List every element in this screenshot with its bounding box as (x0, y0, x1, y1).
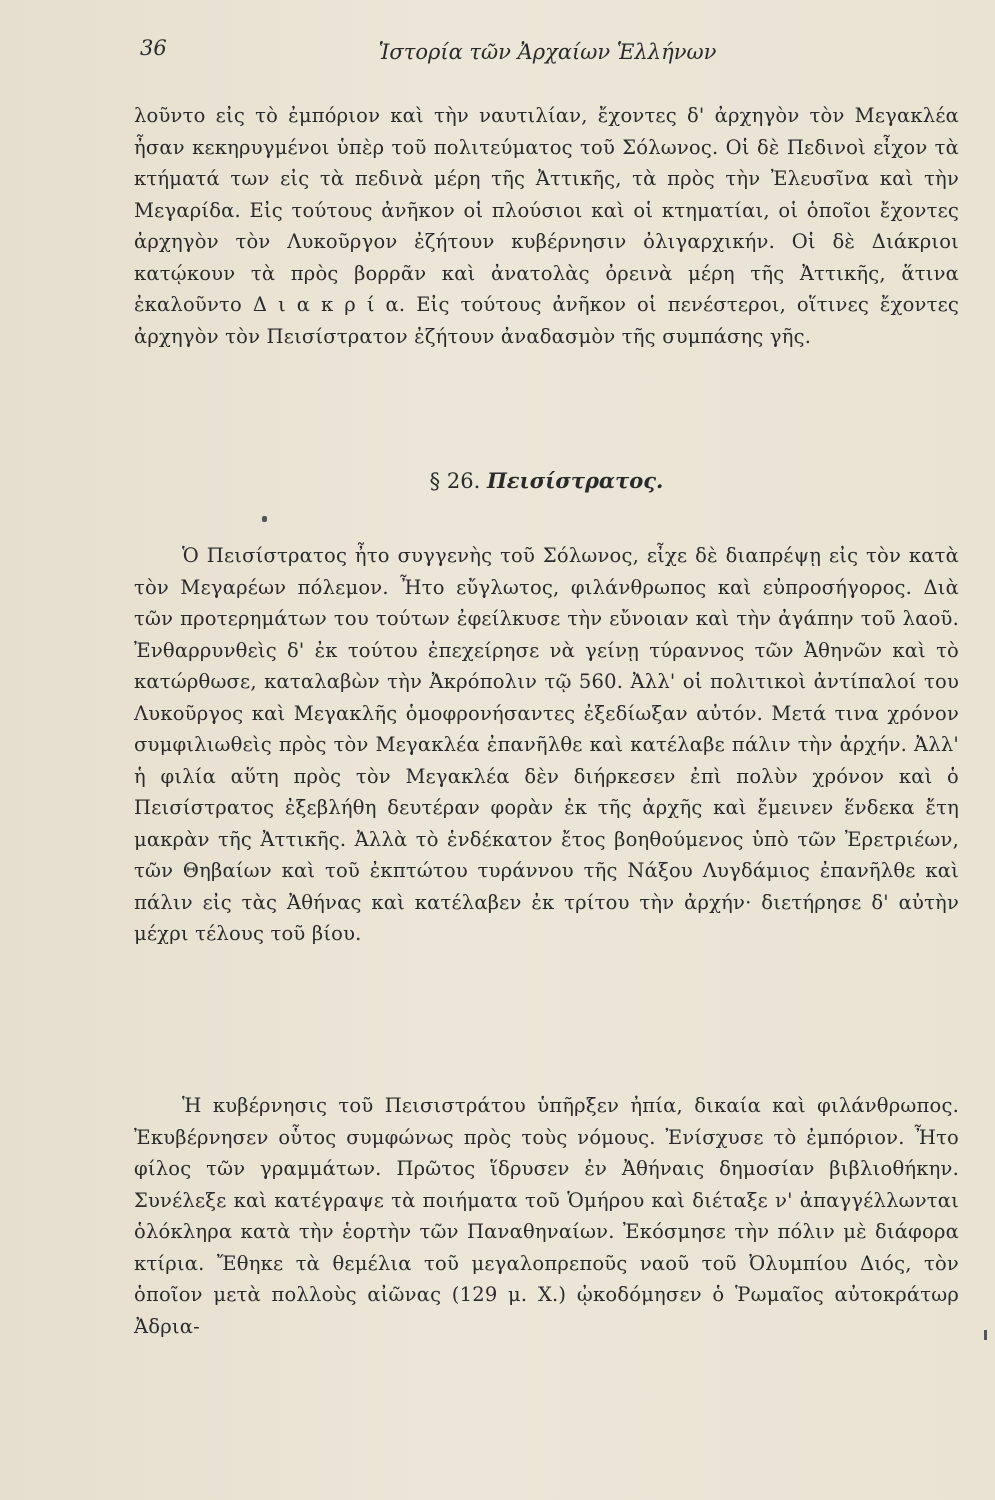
page-header (140, 36, 955, 76)
margin-mark (984, 1330, 987, 1340)
section-number: § 26. (429, 469, 481, 493)
page-number: 36 (140, 36, 167, 60)
paragraph-1: λοῦντο εἰς τὸ ἐμπόριον καὶ τὴν ναυτιλίαν, ἔχοντες δ' ἀρχηγὸν τὸν Μεγακλέα ἦσαν κεκηρυγμένοι ὑπὲρ τοῦ πολιτεύματος τοῦ Σόλωνος. Οἱ δὲ Πεδινοὶ εἶχον τὰ κτήματά των εἰς τὰ πεδινὰ μέρη τῆς Ἀττικῆς, τὰ πρὸς τὴν Ἐλευσῖνα καὶ τὴν Μεγαρίδα. Εἰς τούτους ἀνῆκον οἱ πλούσιοι καὶ οἱ κτηματίαι, οἱ ὁποῖοι ἔχοντες ἀρχηγὸν τὸν Λυκοῦργον ἐζήτουν κυβέρνησιν ὀλιγαρχικήν. Οἱ δὲ Διάκριοι κατῴκουν τὰ πρὸς βορρᾶν καὶ ἀνατολὰς ὀρεινὰ μέρη τῆς Ἀττικῆς, ἅτινα ἐκαλοῦντο Δ ι α κ ρ ί α. Εἰς τούτους ἀνῆκον οἱ πενέστεροι, οἵτινες ἔχοντες ἀρχηγὸν τὸν Πεισίστρατον ἐζήτουν ἀναδασμὸν τῆς συμπάσης γῆς. (134, 104, 959, 348)
paragraph-3: Ἡ κυβέρνησις τοῦ Πεισιστράτου ὑπῆρξεν ἠπία, δικαία καὶ φιλάνθρωπος. Ἐκυβέρνησεν οὗτος συμφώνως πρὸς τοὺς νόμους. Ἐνίσχυσε τὸ ἐμπόριον. Ἦτο φίλος τῶν γραμμάτων. Πρῶτος ἵδρυσεν ἐν Ἀθήναις δημοσίαν βιβλιοθήκην. Συνέλεξε καὶ κατέγραψε τὰ ποιήματα τοῦ Ὁμήρου καὶ διέταξε ν' ἀπαγγέλλωνται ὁλόκληρα κατὰ τὴν ἑορτὴν τῶν Παναθηναίων. Ἐκόσμησε τὴν πόλιν μὲ διάφορα κτίρια. Ἔθηκε τὰ θεμέλια τοῦ μεγαλοπρεποῦς ναοῦ τοῦ Ὀλυμπίου Διός, τὸν ὁποῖον μετὰ πολλοὺς αἰῶνας (129 μ. Χ.) ᾠκοδόμησεν ὁ Ῥωμαῖος αὐτοκράτωρ Ἀδρια- (134, 1094, 959, 1338)
running-title: Ἱστορία τῶν Ἀρχαίων Ἑλλήνων (378, 40, 717, 64)
print-speck (262, 516, 267, 522)
paragraph-2: Ὁ Πεισίστρατος ἦτο συγγενὴς τοῦ Σόλωνος, εἶχε δὲ διαπρέψῃ εἰς τὸν κατὰ τὸν Μεγαρέων πόλεμον. Ἦτο εὔγλωτος, φιλάνθρωπος καὶ εὐπροσήγορος. Διὰ τῶν προτερημάτων του τούτων ἐφείλκυσε τὴν εὔνοιαν καὶ τὴν ἀγάπην τοῦ λαοῦ. Ἐνθαρρυνθεὶς δ' ἐκ τούτου ἐπεχείρησε νὰ γείνῃ τύραννος τῶν Ἀθηνῶν καὶ τὸ κατώρθωσε, καταλαβὼν τὴν Ἀκρόπολιν τῷ 560. Ἀλλ' οἱ πολιτικοὶ ἀντίπαλοί του Λυκοῦργος καὶ Μεγακλῆς ὁμοφρονήσαντες ἐξεδίωξαν αὐτόν. Μετά τινα χρόνον συμφιλιωθεὶς πρὸς τὸν Μεγακλέα ἐπανῆλθε καὶ κατέλαβε πάλιν τὴν ἀρχήν. Ἀλλ' ἡ φιλία αὕτη πρὸς τὸν Μεγακλέα δὲν διήρκεσεν ἐπὶ πολὺν χρόνον καὶ ὁ Πεισίστρατος ἐξεβλήθη δευτέραν φορὰν ἐκ τῆς ἀρχῆς καὶ ἔμεινεν ἕνδεκα ἔτη μακρὰν τῆς Ἀττικῆς. Ἀλλὰ τὸ ἑνδέκατον ἔτος βοηθούμενος ὑπὸ τῶν Ἐρετριέων, τῶν Θηβαίων καὶ τοῦ ἐκπτώτου τυράννου τῆς Νάξου Λυγδάμιος ἐπανῆλθε καὶ πάλιν εἰς τὰς Ἀθήνας καὶ κατέλαβεν ἐκ τρίτου τὴν ἀρχήν· διετήρησε δ' αὐτὴν μέχρι τέλους τοῦ βίου. (134, 544, 959, 945)
section-heading (134, 468, 959, 493)
section-title: Πεισίστρατος. (486, 468, 664, 493)
